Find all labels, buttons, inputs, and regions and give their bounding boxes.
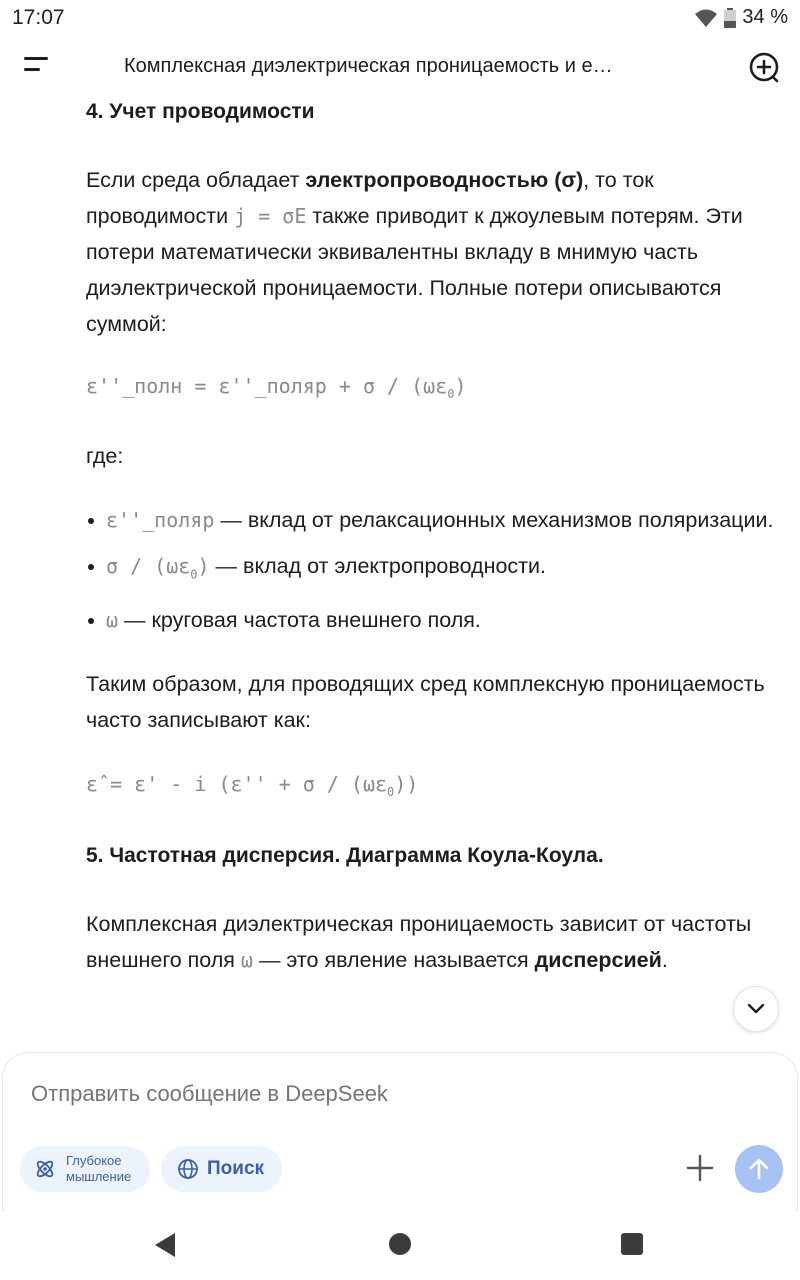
inline-code: )	[197, 554, 210, 578]
inline-code: ε''_поляр	[106, 508, 215, 532]
menu-icon	[22, 50, 56, 82]
globe-icon	[177, 1158, 199, 1180]
definition-list	[86, 502, 776, 638]
chevron-down-icon	[747, 1003, 765, 1015]
arrow-up-icon	[747, 1157, 771, 1181]
search-label: Поиск	[207, 1158, 265, 1179]
text-span: — это явление называется	[252, 948, 535, 973]
system-nav-bar	[0, 1212, 800, 1280]
battery-icon	[724, 8, 736, 28]
text-span: .	[661, 948, 668, 973]
scroll-to-bottom-button[interactable]	[733, 986, 779, 1032]
message-content	[86, 96, 776, 978]
inline-code-subscript: 0	[190, 567, 198, 582]
attach-button[interactable]	[685, 1153, 715, 1183]
section-heading-4: 4. Учет проводимости	[86, 100, 315, 123]
inline-code: σ / (ωε	[106, 554, 191, 578]
formula-end: ))	[394, 772, 419, 797]
inline-code: ω	[106, 608, 119, 633]
new-chat-button[interactable]	[748, 51, 780, 83]
chat-title[interactable]: Комплексная диэлектрическая проницаемость и е…	[124, 55, 613, 77]
inline-code: j = σE	[234, 204, 307, 228]
app-header	[0, 38, 800, 96]
menu-button[interactable]	[22, 50, 56, 82]
status-time: 17:07	[12, 6, 65, 29]
text-span: также приводит к джоулевым потерям. Эти потери математически эквивалентны вкладу в мнимую часть диэлектрической проницаемости. Полные потери описываются суммой:	[86, 204, 743, 336]
back-icon[interactable]	[153, 1232, 177, 1258]
list-item	[86, 502, 776, 538]
bold-text: электропроводностью (σ)	[305, 168, 584, 192]
formula-main: ε̂ = ε' - i (ε'' + σ / (ωε	[86, 772, 388, 797]
search-toggle[interactable]	[161, 1146, 282, 1192]
message-input[interactable]	[31, 1081, 631, 1107]
list-item-text: — вклад от электропроводности.	[209, 554, 547, 578]
status-indicators	[694, 6, 788, 29]
formula-main: ε''_полн = ε''_поляр + σ / (ωε	[86, 374, 448, 398]
status-bar	[0, 0, 800, 38]
formula-complex-permittivity	[86, 768, 776, 808]
formula-end: )	[454, 374, 467, 398]
atom-icon	[34, 1158, 56, 1180]
section-heading-5: 5. Частотная дисперсия. Диаграмма Коула-Коула.	[86, 844, 604, 868]
plus-circle-icon	[748, 51, 780, 83]
text-span: Если среда обладает	[86, 168, 306, 192]
formula-subscript: 0	[387, 785, 395, 800]
list-item	[86, 548, 776, 592]
list-item	[86, 602, 776, 638]
paragraph-conducting-media: Таким образом, для проводящих сред комплексную проницаемость часто записывают как:	[86, 672, 765, 733]
list-item-text: — круговая частота внешнего поля.	[118, 608, 481, 633]
paragraph-conductivity	[86, 162, 776, 342]
list-item-text: — вклад от релаксационных механизмов поляризации.	[214, 508, 774, 532]
deep-think-toggle[interactable]	[20, 1146, 150, 1192]
where-label: где:	[86, 444, 124, 468]
home-icon[interactable]	[389, 1233, 411, 1255]
plus-icon	[685, 1153, 715, 1183]
formula-total-loss	[86, 370, 776, 410]
bold-text: дисперсией	[534, 948, 662, 973]
text-span: , то ток проводимости	[86, 168, 654, 228]
send-button[interactable]	[735, 1145, 783, 1193]
deep-think-label: Глубокое мышление	[66, 1153, 132, 1184]
wifi-icon	[694, 8, 718, 28]
recent-apps-icon[interactable]	[621, 1233, 643, 1255]
message-composer	[2, 1052, 798, 1212]
battery-level: 34 %	[742, 6, 788, 28]
text-span: Комплексная диэлектрическая проницаемость зависит от частоты внешнего поля	[86, 912, 752, 973]
inline-code: ω	[240, 948, 253, 973]
paragraph-dispersion	[86, 906, 776, 978]
formula-subscript: 0	[447, 387, 455, 401]
